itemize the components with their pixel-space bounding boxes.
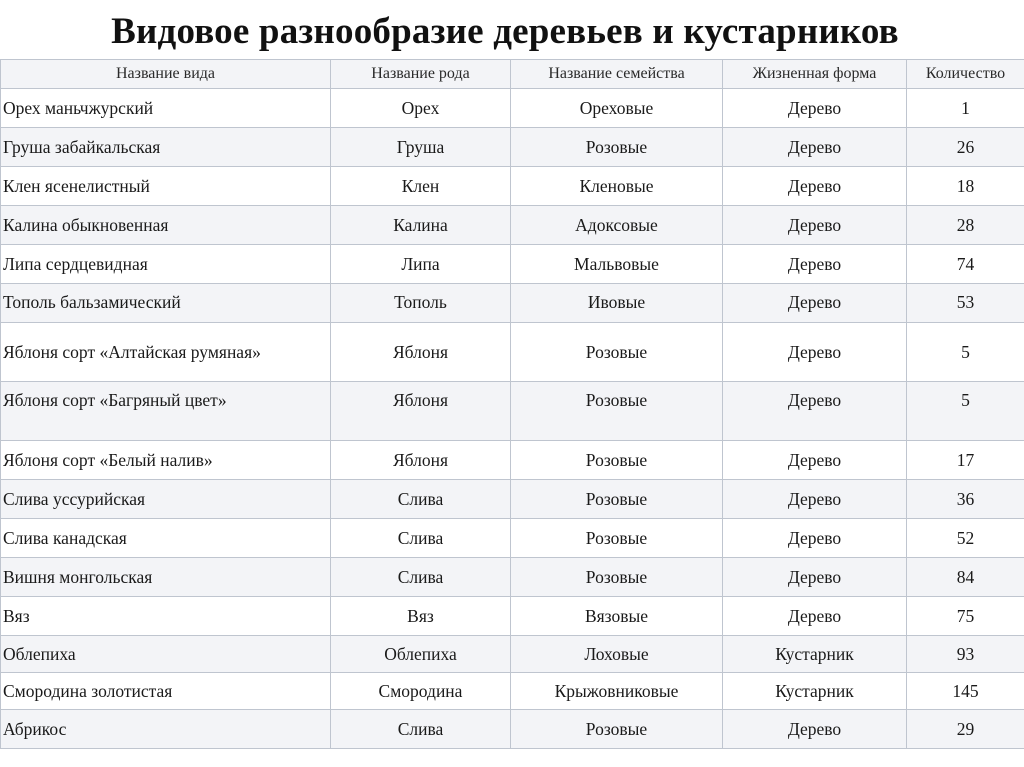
cell-species: Яблоня сорт «Белый налив»: [1, 441, 331, 480]
cell-genus: Яблоня: [331, 323, 511, 382]
cell-genus: Слива: [331, 710, 511, 749]
cell-count: 26: [907, 128, 1024, 167]
cell-life-form: Дерево: [723, 167, 907, 206]
cell-life-form: Дерево: [723, 558, 907, 597]
cell-genus: Смородина: [331, 673, 511, 710]
table-row: [1, 519, 1024, 558]
cell-life-form: Кустарник: [723, 636, 907, 673]
cell-family: Розовые: [511, 441, 723, 480]
cell-count: 5: [907, 323, 1024, 382]
cell-life-form: Дерево: [723, 206, 907, 245]
cell-family: Мальвовые: [511, 245, 723, 284]
cell-count: 1: [907, 89, 1024, 128]
cell-count: 18: [907, 167, 1024, 206]
table-body: [1, 89, 1024, 749]
cell-species: Вишня монгольская: [1, 558, 331, 597]
table-row: [1, 206, 1024, 245]
table-header-row: [1, 60, 1024, 89]
table-row: [1, 128, 1024, 167]
cell-count: 52: [907, 519, 1024, 558]
cell-count: 53: [907, 284, 1024, 323]
table-row: [1, 284, 1024, 323]
cell-species: Слива уссурийская: [1, 480, 331, 519]
table-row: [1, 441, 1024, 480]
table-row: [1, 382, 1024, 441]
cell-genus: Яблоня: [331, 382, 511, 441]
cell-genus: Груша: [331, 128, 511, 167]
cell-genus: Слива: [331, 519, 511, 558]
cell-count: 93: [907, 636, 1024, 673]
species-table: [0, 59, 1024, 749]
cell-life-form: Дерево: [723, 128, 907, 167]
cell-family: Розовые: [511, 323, 723, 382]
cell-genus: Клен: [331, 167, 511, 206]
cell-family: Розовые: [511, 710, 723, 749]
cell-family: Кленовые: [511, 167, 723, 206]
cell-count: 84: [907, 558, 1024, 597]
table-row: [1, 245, 1024, 284]
cell-genus: Калина: [331, 206, 511, 245]
cell-life-form: Дерево: [723, 284, 907, 323]
cell-family: Ивовые: [511, 284, 723, 323]
table-row: [1, 167, 1024, 206]
cell-genus: Облепиха: [331, 636, 511, 673]
cell-count: 28: [907, 206, 1024, 245]
cell-count: 29: [907, 710, 1024, 749]
cell-life-form: Дерево: [723, 710, 907, 749]
cell-species: Калина обыкновенная: [1, 206, 331, 245]
page-title: Видовое разнообразие деревьев и кустарников: [111, 11, 899, 52]
cell-genus: Вяз: [331, 597, 511, 636]
cell-species: Яблоня сорт «Багряный цвет»: [1, 382, 331, 441]
table-row: [1, 89, 1024, 128]
table-row: [1, 597, 1024, 636]
cell-species: Яблоня сорт «Алтайская румяная»: [1, 323, 331, 382]
cell-species: Клен ясенелистный: [1, 167, 331, 206]
header-family: Название семейства: [511, 60, 723, 89]
table-row: [1, 710, 1024, 749]
cell-life-form: Дерево: [723, 323, 907, 382]
cell-count: 74: [907, 245, 1024, 284]
cell-species: Облепиха: [1, 636, 331, 673]
cell-count: 36: [907, 480, 1024, 519]
cell-life-form: Дерево: [723, 480, 907, 519]
cell-species: Орех маньчжурский: [1, 89, 331, 128]
cell-life-form: Дерево: [723, 441, 907, 480]
table-row: [1, 636, 1024, 673]
cell-family: Адоксовые: [511, 206, 723, 245]
cell-family: Крыжовниковые: [511, 673, 723, 710]
cell-life-form: Дерево: [723, 245, 907, 284]
table-row: [1, 480, 1024, 519]
cell-count: 17: [907, 441, 1024, 480]
cell-species: Слива канадская: [1, 519, 331, 558]
cell-genus: Яблоня: [331, 441, 511, 480]
header-genus: Название рода: [331, 60, 511, 89]
cell-genus: Орех: [331, 89, 511, 128]
cell-life-form: Дерево: [723, 382, 907, 441]
cell-species: Тополь бальзамический: [1, 284, 331, 323]
cell-count: 145: [907, 673, 1024, 710]
cell-family: Ореховые: [511, 89, 723, 128]
cell-family: Лоховые: [511, 636, 723, 673]
cell-family: Розовые: [511, 558, 723, 597]
cell-genus: Тополь: [331, 284, 511, 323]
cell-genus: Слива: [331, 480, 511, 519]
header-species: Название вида: [1, 60, 331, 89]
cell-family: Розовые: [511, 480, 723, 519]
cell-genus: Липа: [331, 245, 511, 284]
cell-life-form: Дерево: [723, 597, 907, 636]
cell-species: Смородина золотистая: [1, 673, 331, 710]
header-life-form: Жизненная форма: [723, 60, 907, 89]
table-row: [1, 558, 1024, 597]
cell-life-form: Дерево: [723, 519, 907, 558]
cell-species: Вяз: [1, 597, 331, 636]
cell-life-form: Кустарник: [723, 673, 907, 710]
cell-family: Вязовые: [511, 597, 723, 636]
cell-count: 75: [907, 597, 1024, 636]
cell-family: Розовые: [511, 128, 723, 167]
cell-family: Розовые: [511, 519, 723, 558]
cell-count: 5: [907, 382, 1024, 441]
table-row: [1, 323, 1024, 382]
table-row: [1, 673, 1024, 710]
cell-species: Липа сердцевидная: [1, 245, 331, 284]
cell-species: Абрикос: [1, 710, 331, 749]
cell-species: Груша забайкальская: [1, 128, 331, 167]
cell-family: Розовые: [511, 382, 723, 441]
header-count: Количество: [907, 60, 1024, 89]
cell-genus: Слива: [331, 558, 511, 597]
cell-life-form: Дерево: [723, 89, 907, 128]
